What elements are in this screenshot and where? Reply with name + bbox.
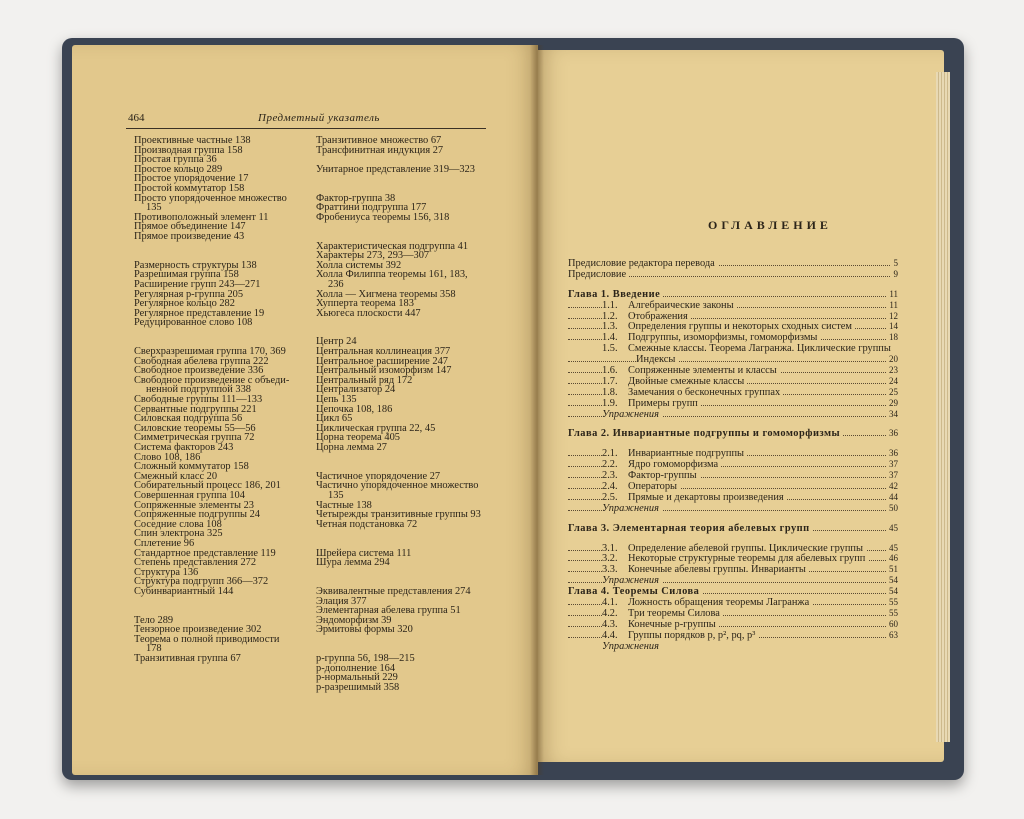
section-number: 1.3. bbox=[602, 321, 618, 333]
index-entry: Сложный коммутатор 158 bbox=[134, 461, 249, 473]
toc-row bbox=[568, 448, 898, 459]
index-entry bbox=[134, 597, 306, 607]
toc-row bbox=[568, 419, 898, 428]
toc-row bbox=[568, 376, 898, 387]
index-entry: Цорна теорема 405 bbox=[316, 432, 400, 444]
toc-entry-title: Примеры групп bbox=[628, 397, 698, 409]
index-entry: Свободное произведение с объеди- bbox=[134, 374, 290, 386]
index-entry: Смежный класс 20 bbox=[134, 470, 218, 482]
index-entry bbox=[134, 328, 306, 338]
toc-row bbox=[568, 514, 898, 523]
index-entry: Холла — Хигмена теоремы 358 bbox=[316, 288, 456, 300]
toc-entry bbox=[602, 553, 868, 564]
section-number: 2.4. bbox=[602, 481, 618, 493]
index-entry: 178 bbox=[146, 643, 162, 655]
page-edges bbox=[936, 72, 950, 742]
toc-entry bbox=[602, 398, 701, 409]
index-entry: Частично упорядоченное множество bbox=[316, 480, 479, 492]
toc-entry-title: Двойные смежные классы bbox=[628, 375, 745, 387]
toc-row bbox=[568, 481, 898, 492]
index-entry: Тело 289 bbox=[134, 614, 174, 626]
section-number: 1.5. bbox=[602, 343, 618, 355]
toc-page-number: 34 bbox=[886, 409, 898, 419]
toc-page-number: 54 bbox=[886, 575, 898, 585]
toc-entry bbox=[602, 387, 783, 398]
section-number: 1.9. bbox=[602, 397, 618, 409]
toc-page-number: 37 bbox=[886, 470, 898, 480]
index-entry: Свободное произведение 336 bbox=[134, 365, 264, 377]
section-number: 2.3. bbox=[602, 470, 618, 482]
toc-entry-title: Упражнения bbox=[602, 502, 659, 514]
section-number: 3.2. bbox=[602, 553, 618, 565]
toc-page-number: 36 bbox=[886, 448, 898, 458]
index-entry: Проективные частные 138 bbox=[134, 135, 251, 146]
toc-entry-title: Определение абелевой группы. Циклические группы bbox=[628, 542, 863, 554]
toc-row bbox=[568, 398, 898, 409]
toc-page-number: 55 bbox=[886, 597, 898, 607]
toc-entry-title: Прямые и декартовы произведения bbox=[628, 491, 784, 503]
toc-entry bbox=[602, 641, 662, 652]
toc-entry bbox=[602, 448, 747, 459]
section-number: 1.1. bbox=[602, 299, 618, 311]
toc-row bbox=[568, 365, 898, 376]
index-entry: Структура 136 bbox=[134, 566, 199, 578]
page-number: 464 bbox=[128, 112, 145, 124]
index-entry: Сопряженные подгруппы 24 bbox=[134, 509, 260, 521]
toc-entry-title: Группы порядков p, p², pq, p³ bbox=[628, 629, 756, 641]
toc-entry-title: Подгруппы, изоморфизмы, гомоморфизмы bbox=[628, 332, 818, 344]
toc-row bbox=[568, 503, 898, 514]
toc-page-number: 9 bbox=[891, 269, 899, 279]
index-entry bbox=[316, 529, 488, 539]
toc-page-number: 20 bbox=[886, 354, 898, 364]
index-entry bbox=[316, 568, 488, 578]
index-entry: Производная группа 158 bbox=[134, 144, 243, 156]
toc-entry bbox=[602, 619, 719, 630]
toc-page-number: 45 bbox=[886, 543, 898, 553]
section-number: 2.1. bbox=[602, 448, 618, 460]
toc-row bbox=[568, 439, 898, 448]
toc-entry-title: Ядро гомоморфизма bbox=[628, 459, 719, 471]
section-number: 1.2. bbox=[602, 310, 618, 322]
index-entry: Эрмитовы формы 320 bbox=[316, 624, 413, 636]
running-title: Предметный указатель bbox=[258, 112, 380, 124]
toc-entry-title: Упражнения bbox=[602, 575, 659, 587]
toc-heading: ОГЛАВЛЕНИЕ bbox=[708, 218, 832, 232]
index-entry: Разрешимая группа 158 bbox=[134, 269, 239, 281]
index-entry: Противоположный элемент 11 bbox=[134, 211, 269, 223]
index-entry: p-нормальный 229 bbox=[316, 672, 398, 684]
index-entry: Холла Филиппа теоремы 161, 183, bbox=[316, 269, 468, 281]
index-entry: Центральная коллинеация 377 bbox=[316, 346, 451, 358]
index-entry: Частные 138 bbox=[316, 499, 372, 511]
toc-row bbox=[568, 470, 898, 481]
toc-entry-title: Упражнения bbox=[602, 640, 659, 652]
index-entry bbox=[316, 174, 488, 184]
toc-row bbox=[568, 523, 898, 534]
toc-entry bbox=[568, 523, 813, 534]
index-entry: Сервантные подгруппы 221 bbox=[134, 403, 257, 415]
index-entry: Соседние слова 108 bbox=[134, 518, 222, 530]
toc-row bbox=[568, 280, 898, 289]
toc-entry-title: Предисловие редактора перевода bbox=[568, 258, 715, 269]
toc-page-number: 12 bbox=[886, 311, 898, 321]
toc-entry bbox=[602, 608, 723, 619]
index-entry: Центральное расширение 247 bbox=[316, 355, 448, 367]
index-entry: Совершенная группа 104 bbox=[134, 489, 245, 501]
index-entry: Центральный ряд 172 bbox=[316, 374, 413, 386]
toc-row bbox=[568, 492, 898, 503]
index-entry: Эндоморфизм 39 bbox=[316, 614, 392, 626]
index-entry: Цепь 135 bbox=[316, 394, 357, 406]
index-entry bbox=[316, 453, 488, 463]
toc-page-number: 46 bbox=[886, 553, 898, 563]
index-column-1 bbox=[134, 136, 306, 664]
toc-entry-title: Операторы bbox=[628, 481, 677, 493]
index-entry: 236 bbox=[328, 278, 344, 290]
index-entry: Центральный изоморфизм 147 bbox=[316, 365, 452, 377]
toc-row bbox=[568, 269, 898, 280]
index-entry: Регулярная p-группа 205 bbox=[134, 288, 244, 300]
toc-page-number: 24 bbox=[886, 376, 898, 386]
index-entry: Центр 24 bbox=[316, 336, 357, 348]
toc-page-number: 5 bbox=[891, 258, 899, 268]
index-entry: Элация 377 bbox=[316, 595, 367, 607]
index-entry: Простое упорядочение 17 bbox=[134, 173, 249, 185]
index-entry: Простая группа 36 bbox=[134, 154, 217, 166]
toc-row bbox=[568, 597, 898, 608]
toc-entry-title: Глава 4. Теоремы Силова bbox=[568, 586, 700, 598]
index-entry: Четырежды транзитивные группы 93 bbox=[316, 509, 481, 521]
index-entry: Просто упорядоченное множество bbox=[134, 192, 287, 204]
toc-row bbox=[568, 575, 898, 586]
section-number: 2.5. bbox=[602, 491, 618, 503]
toc-entry bbox=[602, 543, 866, 554]
toc-entry-title: Определения группы и некоторых сходных систем bbox=[628, 321, 852, 333]
toc-row bbox=[568, 608, 898, 619]
toc-entry-title: Смежные классы. Теорема Лагранжа. Циклические группы bbox=[628, 343, 891, 355]
section-number: 4.4. bbox=[602, 629, 618, 641]
toc-page-number: 42 bbox=[886, 481, 898, 491]
toc-page-number: 54 bbox=[886, 586, 898, 596]
index-entry: Сверхразрешимая группа 170, 369 bbox=[134, 346, 286, 358]
toc-row bbox=[568, 564, 898, 575]
toc-entry-title: Фактор-группы bbox=[628, 470, 697, 482]
toc-page-number: 36 bbox=[886, 428, 898, 438]
toc-entry-title: Некоторые структурные теоремы для абелевых групп bbox=[628, 553, 866, 565]
toc-row bbox=[568, 354, 898, 365]
index-entry: Эквивалентные представления 274 bbox=[316, 585, 471, 597]
toc-row bbox=[568, 343, 898, 354]
index-entry: Хупперта теорема 183 bbox=[316, 298, 414, 310]
toc-entry bbox=[602, 321, 855, 332]
index-column-2 bbox=[316, 136, 488, 692]
toc-entry bbox=[602, 492, 787, 503]
index-entry: Шрейера система 111 bbox=[316, 547, 412, 559]
index-entry: 135 bbox=[328, 489, 344, 501]
toc-row bbox=[568, 321, 898, 332]
toc-row bbox=[568, 428, 898, 439]
section-number: 3.1. bbox=[602, 542, 618, 554]
index-entry: Простой коммутатор 158 bbox=[134, 182, 245, 194]
index-entry: Сопряженные элементы 23 bbox=[134, 499, 254, 511]
toc-row bbox=[568, 543, 898, 554]
index-entry: Элементарная абелева группа 51 bbox=[316, 605, 461, 617]
toc-entry-title: Сопряженные элементы и классы bbox=[628, 365, 777, 377]
index-entry: Силовская подгруппа 56 bbox=[134, 413, 243, 425]
index-entry bbox=[316, 222, 488, 232]
index-entry: Редуцированное слово 108 bbox=[134, 317, 253, 329]
toc-page-number: 50 bbox=[886, 503, 898, 513]
index-entry: p-группа 56, 198—215 bbox=[316, 653, 415, 665]
toc-entry bbox=[602, 503, 662, 514]
toc-row bbox=[568, 311, 898, 322]
toc-row bbox=[568, 258, 898, 269]
toc-entry-title: Глава 1. Введение bbox=[568, 288, 661, 300]
toc-entry-title: Конечные абелевы группы. Инварианты bbox=[628, 564, 806, 576]
toc-entry-title: Ложность обращения теоремы Лагранжа bbox=[628, 597, 810, 609]
index-entry: Простое кольцо 289 bbox=[134, 163, 223, 175]
index-entry: Регулярное кольцо 282 bbox=[134, 298, 235, 310]
toc-row bbox=[568, 630, 898, 641]
section-number: 1.8. bbox=[602, 386, 618, 398]
toc-entry bbox=[602, 311, 691, 322]
index-entry: Цепочка 108, 186 bbox=[316, 403, 393, 415]
index-entry bbox=[316, 635, 488, 645]
toc-entry-title: Три теоремы Силова bbox=[628, 607, 720, 619]
index-entry: p-разрешимый 358 bbox=[316, 681, 400, 693]
toc-entry bbox=[602, 332, 820, 343]
toc-row bbox=[568, 586, 898, 597]
index-entry: Стандартное представление 119 bbox=[134, 547, 276, 559]
section-number: 1.7. bbox=[602, 375, 618, 387]
toc-page-number: 11 bbox=[886, 289, 898, 299]
toc-entry bbox=[568, 269, 629, 280]
toc-page-number: 45 bbox=[886, 523, 898, 533]
toc-page-number: 25 bbox=[886, 387, 898, 397]
index-entry: Прямое произведение 43 bbox=[134, 230, 245, 242]
index-entry: Шура лемма 294 bbox=[316, 557, 390, 569]
index-entry: Собирательный процесс 186, 201 bbox=[134, 480, 281, 492]
toc-entry bbox=[568, 428, 843, 439]
toc-row bbox=[568, 553, 898, 564]
index-entry: Тензорное произведение 302 bbox=[134, 624, 262, 636]
toc-page-number: 55 bbox=[886, 608, 898, 618]
index-entry: Размерность структуры 138 bbox=[134, 259, 257, 271]
toc-entry bbox=[568, 258, 718, 269]
index-entry: Структура подгрупп 366—372 bbox=[134, 576, 269, 588]
index-entry: Силовские теоремы 55—56 bbox=[134, 422, 256, 434]
index-entry: Степень представления 272 bbox=[134, 557, 257, 569]
leader-dots bbox=[568, 361, 898, 362]
toc-row bbox=[568, 534, 898, 543]
toc-entry-title: Конечные p-группы bbox=[628, 618, 716, 630]
index-entry: p-дополнение 164 bbox=[316, 662, 396, 674]
toc-entry bbox=[636, 354, 678, 365]
toc-entry bbox=[602, 575, 662, 586]
toc-entry bbox=[602, 300, 737, 311]
index-entry: Расширение групп 243—271 bbox=[134, 278, 261, 290]
toc-entry-title: Глава 2. Инвариантные подгруппы и гомоморфизмы bbox=[568, 428, 841, 440]
toc-list bbox=[568, 258, 898, 652]
toc-entry-title: Замечания о бесконечных группах bbox=[628, 386, 781, 398]
index-entry: Система факторов 243 bbox=[134, 442, 234, 453]
index-entry: Прямое объединение 147 bbox=[134, 221, 246, 233]
index-entry: Частичное упорядочение 27 bbox=[316, 470, 441, 482]
index-entry: Холла системы 392 bbox=[316, 259, 402, 271]
section-number: 4.1. bbox=[602, 597, 618, 609]
toc-row bbox=[568, 289, 898, 300]
index-entry: Свободные группы 111—133 bbox=[134, 394, 263, 406]
index-entry bbox=[316, 318, 488, 328]
toc-row bbox=[568, 387, 898, 398]
toc-page-number: 60 bbox=[886, 619, 898, 629]
toc-row bbox=[568, 332, 898, 343]
toc-row bbox=[568, 619, 898, 630]
index-entry: ненной подгруппой 338 bbox=[146, 384, 251, 396]
toc-entry bbox=[602, 365, 780, 376]
toc-page-number: 18 bbox=[886, 332, 898, 342]
toc-row bbox=[568, 641, 898, 652]
index-entry: Трансфинитная индукция 27 bbox=[316, 144, 444, 156]
index-entry: Теорема о полной приводимости bbox=[134, 633, 280, 645]
index-entry: Унитарное представление 319—323 bbox=[316, 163, 475, 175]
section-number: 1.4. bbox=[602, 332, 618, 344]
index-entry: Цикл 65 bbox=[316, 413, 353, 425]
toc-page-number: 29 bbox=[886, 398, 898, 408]
index-entry: Регулярное представление 19 bbox=[134, 307, 265, 319]
index-entry: Симметрическая группа 72 bbox=[134, 432, 255, 444]
toc-row bbox=[568, 409, 898, 420]
toc-page-number: 63 bbox=[886, 630, 898, 640]
index-entry: Фраттини подгруппа 177 bbox=[316, 202, 427, 214]
toc-entry-title: Глава 3. Элементарная теория абелевых групп bbox=[568, 522, 810, 534]
toc-entry bbox=[602, 409, 662, 420]
toc-row bbox=[568, 459, 898, 470]
toc-entry-title: Упражнения bbox=[602, 408, 659, 420]
toc-entry bbox=[602, 470, 700, 481]
index-entry: Четная подстановка 72 bbox=[316, 518, 418, 530]
index-entry: Транзитивное множество 67 bbox=[316, 135, 442, 146]
section-number: 2.2. bbox=[602, 459, 618, 471]
index-entry: Слово 108, 186 bbox=[134, 451, 201, 463]
toc-page-number: 37 bbox=[886, 459, 898, 469]
toc-entry-title: Предисловие bbox=[568, 268, 627, 280]
section-number: 4.3. bbox=[602, 618, 618, 630]
toc-entry-title: Инвариантные подгруппы bbox=[628, 448, 745, 460]
toc-entry bbox=[602, 597, 812, 608]
toc-page-number: 23 bbox=[886, 365, 898, 375]
toc-page-number: 11 bbox=[886, 300, 898, 310]
toc-entry-title: Индексы bbox=[636, 354, 676, 366]
index-entry: Характеристическая подгруппа 41 bbox=[316, 240, 469, 252]
index-entry: Фактор-группа 38 bbox=[316, 192, 396, 204]
index-entry: Фробениуса теоремы 156, 318 bbox=[316, 211, 450, 223]
section-number: 3.3. bbox=[602, 564, 618, 576]
index-entry: Субинвариантный 144 bbox=[134, 585, 234, 597]
section-number: 4.2. bbox=[602, 607, 618, 619]
index-entry: Характеры 273, 293—307 bbox=[316, 250, 430, 262]
toc-entry-title: Алгебраические законы bbox=[628, 299, 734, 311]
index-entry: Сплетение 96 bbox=[134, 537, 195, 549]
index-entry: Циклическая группа 22, 45 bbox=[316, 422, 436, 434]
index-entry: Свободная абелева группа 222 bbox=[134, 355, 269, 367]
index-entry: Спин электрона 325 bbox=[134, 528, 223, 540]
toc-entry bbox=[568, 289, 663, 300]
toc-entry-title: Отображения bbox=[628, 310, 688, 322]
toc-entry bbox=[602, 343, 894, 354]
toc-entry bbox=[602, 564, 809, 575]
section-number: 1.6. bbox=[602, 365, 618, 377]
toc-entry bbox=[602, 459, 721, 470]
toc-entry bbox=[602, 630, 758, 641]
book-gutter bbox=[530, 45, 544, 775]
toc-page-number: 14 bbox=[886, 321, 898, 331]
toc-page-number: 44 bbox=[886, 492, 898, 502]
index-entry: Хьюгеса плоскости 447 bbox=[316, 307, 421, 319]
toc-entry bbox=[568, 586, 702, 597]
toc-entry bbox=[602, 481, 680, 492]
index-entry: Централизатор 24 bbox=[316, 384, 396, 396]
index-entry: Транзитивная группа 67 bbox=[134, 653, 241, 665]
toc-page-number: 51 bbox=[886, 564, 898, 574]
index-entry: 135 bbox=[146, 202, 162, 214]
index-entry: Цорна лемма 27 bbox=[316, 442, 388, 453]
toc-entry bbox=[602, 376, 747, 387]
toc-row bbox=[568, 300, 898, 311]
index-entry bbox=[134, 242, 306, 252]
running-head bbox=[126, 110, 486, 129]
